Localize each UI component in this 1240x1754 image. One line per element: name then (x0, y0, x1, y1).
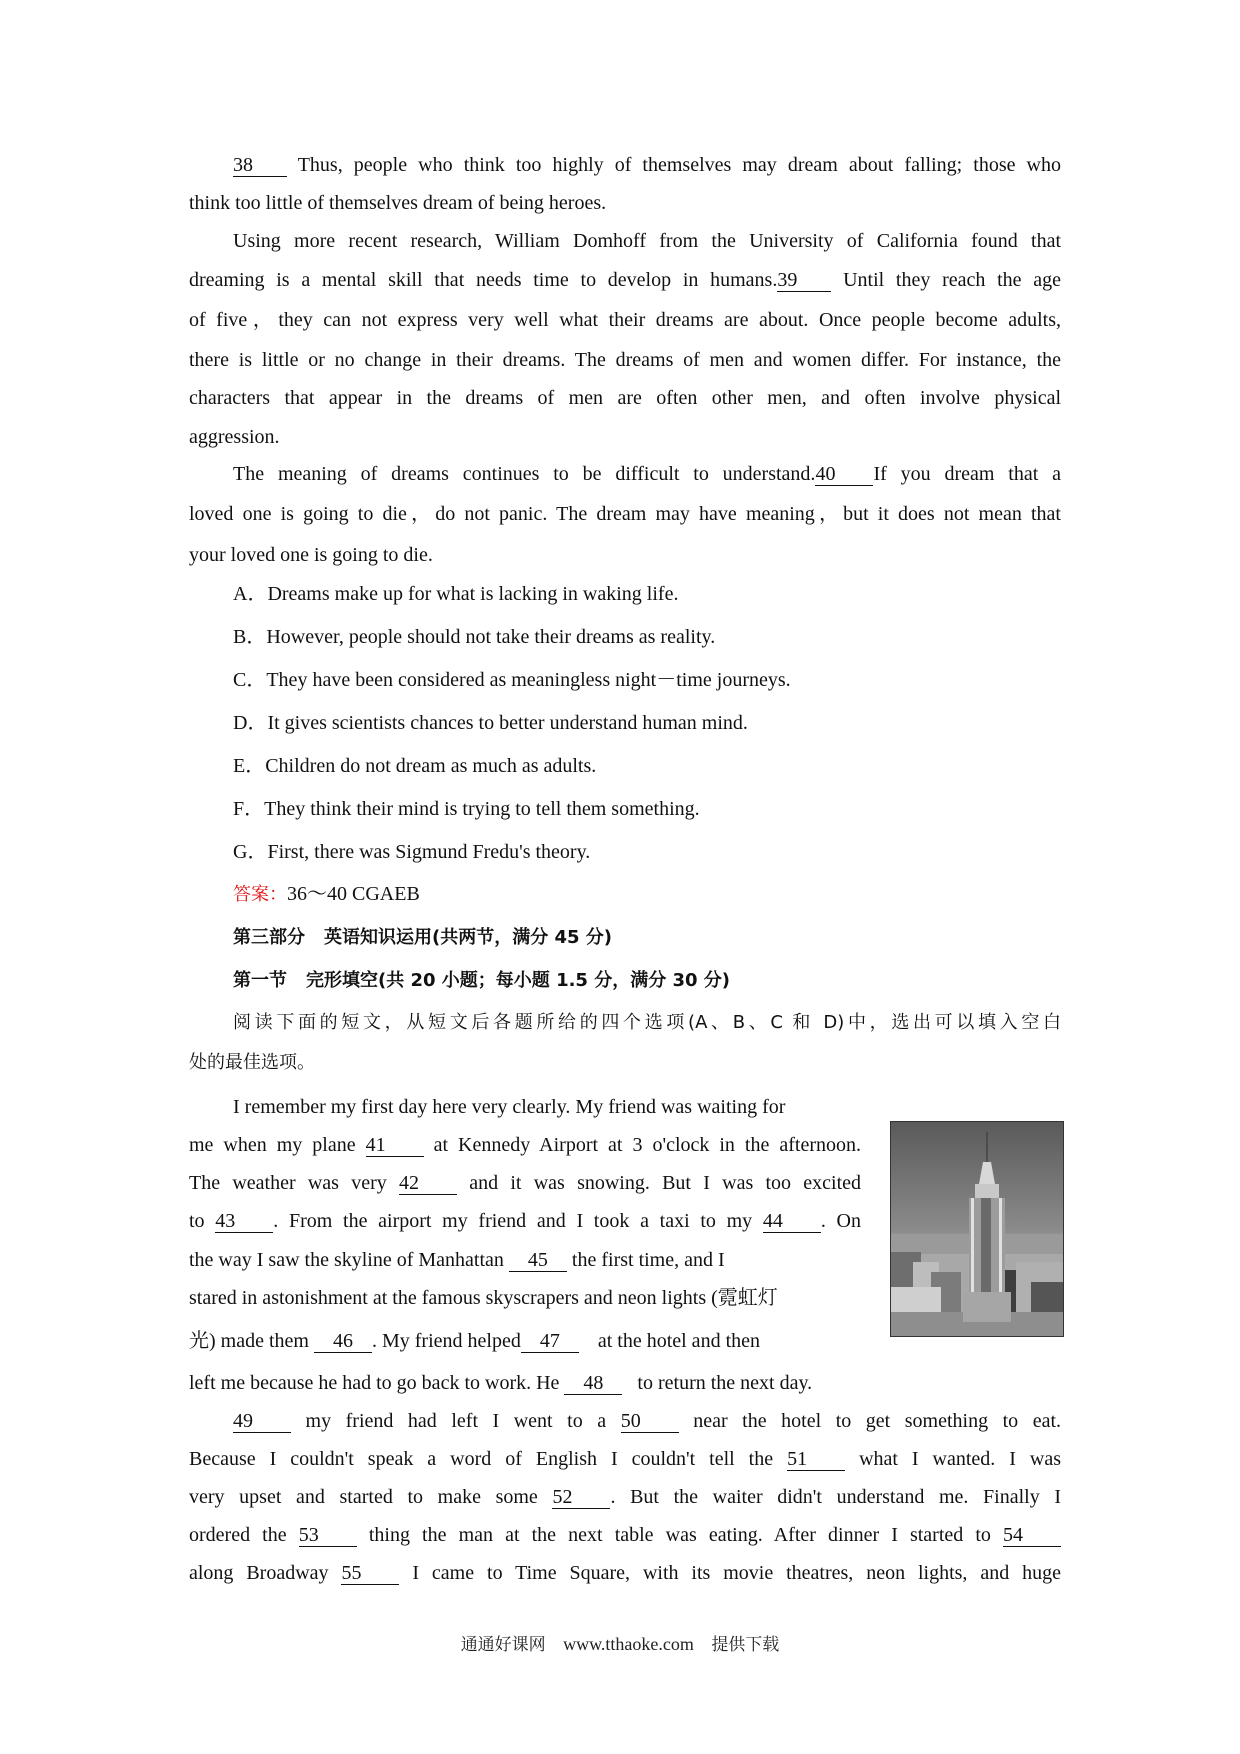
paragraph-39-line-2 (189, 266, 1061, 294)
blank-53: 53 (299, 1524, 357, 1547)
cloze-line-5 (189, 1246, 861, 1274)
option-letter: G． (233, 841, 268, 863)
option-text: It gives scientists chances to better understand human mind. (267, 712, 748, 734)
option-text: They think their mind is trying to tell them something. (264, 798, 700, 820)
cloze-line-6: stared in astonishment at the famous skyscrapers and neon lights (霓虹灯 (189, 1287, 778, 1309)
text: at the hotel and then (597, 1330, 760, 1352)
blank-43: 43 (215, 1210, 273, 1233)
blank-41: 41 (366, 1134, 424, 1157)
text: . My friend helped (371, 1330, 521, 1352)
section-1-heading (233, 966, 1061, 995)
text: very upset and started to make some (189, 1486, 538, 1508)
text: dreaming is a mental skill that needs time to develop in humans. (189, 269, 778, 291)
cloze-line-1: I remember my first day here very clearly. My friend was waiting for (233, 1096, 786, 1118)
option-g (233, 838, 1061, 866)
cloze-line-2 (189, 1131, 861, 1159)
text: . But the waiter didn't understand me. Finally I (610, 1486, 1061, 1508)
blank-48: 48 (564, 1372, 622, 1395)
blank-50: 50 (621, 1410, 679, 1433)
instructions-line-1: 阅读下面的短文，从短文后各题所给的四个选项(A、B、C 和 D)中，选出可以填入空白 (233, 1012, 1061, 1033)
paragraph-39-line-5: characters that appear in the dreams of men are often other men, and often involve physical (189, 387, 1061, 409)
blank-52: 52 (552, 1486, 610, 1509)
text: the first time, and I (571, 1249, 725, 1271)
cloze-line-8 (189, 1369, 1061, 1397)
cloze-line-13 (189, 1559, 1061, 1587)
blank-38: 38 (233, 154, 287, 177)
paragraph-39-line-6: aggression. (189, 426, 280, 448)
empire-state-building-photo (890, 1121, 1064, 1337)
instructions-line-2: 处的最佳选项。 (189, 1052, 315, 1073)
option-letter: D． (233, 712, 268, 734)
cloze-line-7 (189, 1327, 861, 1355)
footer-url[interactable]: www.tthaoke.com (563, 1634, 694, 1654)
option-text: They have been considered as meaningless night－time journeys. (266, 669, 791, 691)
text: . On (820, 1210, 862, 1232)
option-letter: E． (233, 755, 266, 777)
text: to return the next day. (637, 1372, 813, 1394)
option-b (233, 623, 1061, 651)
paragraph-40-line-3: your loved one is going to die. (189, 544, 433, 566)
blank-46: 46 (314, 1330, 372, 1353)
cloze-line-12 (189, 1521, 1061, 1549)
paragraph-38-line-1 (233, 151, 1061, 179)
text: The meaning of dreams continues to be difficult to understand. (233, 463, 816, 485)
text: along Broadway (189, 1562, 329, 1584)
text: . From the airport my friend and I took a taxi to my (273, 1210, 753, 1232)
answer-value: 36～40 CGAEB (287, 883, 420, 905)
blank-51: 51 (787, 1448, 845, 1471)
text: Thus, people who think too highly of themselves may dream about falling; those who (297, 154, 1062, 176)
option-text: Children do not dream as much as adults. (265, 755, 597, 777)
text: Because I couldn't speak a word of English I couldn't tell the (189, 1448, 774, 1470)
paragraph-38-line-2: think too little of themselves dream of being heroes. (189, 192, 607, 214)
footer-action: 提供下载 (711, 1635, 780, 1655)
answer-line (233, 880, 1061, 909)
section-1-title: 完形填空(共 20 小题；每小题 1.5 分，满分 30 分) (306, 970, 731, 991)
option-letter: B． (233, 626, 267, 648)
answer-label: 答案： (233, 884, 287, 905)
text: my friend had left I went to a (305, 1410, 607, 1432)
cloze-line-3 (189, 1169, 861, 1197)
text: near the hotel to get something to eat. (693, 1410, 1062, 1432)
option-text: Dreams make up for what is lacking in waking life. (267, 583, 679, 605)
text: Until they reach the age (843, 269, 1061, 291)
option-d (233, 709, 1061, 737)
text: left me because he had to go back to work. He (189, 1372, 560, 1394)
cloze-line-9 (233, 1407, 1061, 1435)
blank-54: 54 (1003, 1524, 1061, 1547)
option-letter: A． (233, 583, 268, 605)
option-letter: F． (233, 798, 265, 820)
option-text: First, there was Sigmund Fredu's theory. (267, 841, 591, 863)
text: to (189, 1210, 205, 1232)
text: The weather was very (189, 1172, 387, 1194)
text: I came to Time Square, with its movie theatres, neon lights, and huge (412, 1562, 1061, 1584)
blank-44: 44 (763, 1210, 821, 1233)
text: what I wanted. I was (859, 1448, 1062, 1470)
cloze-line-11 (189, 1483, 1061, 1511)
paragraph-39-line-4: there is little or no change in their dreams. The dreams of men and women differ. For instance, the (189, 349, 1061, 371)
option-letter: C． (233, 669, 267, 691)
section-3-title: 英语知识运用(共两节，满分 45 分) (324, 927, 613, 948)
footer-site-name: 通通好课网 (460, 1635, 546, 1655)
option-a (233, 580, 1061, 608)
text: at Kennedy Airport at 3 o'clock in the afternoon. (433, 1134, 861, 1156)
paragraph-40-line-1 (233, 460, 1061, 488)
blank-42: 42 (399, 1172, 457, 1195)
paragraph-40-line-2: loved one is going to die，do not panic. The dream may have meaning，but it does not mean that (189, 503, 1061, 525)
section-3-part: 第三部分 (233, 927, 305, 948)
cloze-line-10 (189, 1445, 1061, 1473)
cloze-line-4 (189, 1207, 861, 1235)
text: me when my plane (189, 1134, 356, 1156)
text: ordered the (189, 1524, 287, 1546)
blank-45: 45 (509, 1249, 567, 1272)
section-3-heading (233, 923, 1061, 952)
option-f (233, 795, 1061, 823)
blank-39: 39 (777, 269, 831, 292)
blank-49: 49 (233, 1410, 291, 1433)
text: thing the man at the next table was eating. After dinner I started to (368, 1524, 991, 1546)
option-text: However, people should not take their dreams as reality. (266, 626, 716, 648)
skyline-image (891, 1122, 1063, 1336)
footer (0, 1630, 1240, 1655)
text: 光) made them (189, 1330, 309, 1352)
text: and it was snowing. But I was too excited (469, 1172, 862, 1194)
paragraph-39-line-3: of five，they can not express very well what their dreams are about. Once people become adults, (189, 309, 1061, 331)
paragraph-39-line-1: Using more recent research, William Domhoff from the University of California found that (233, 230, 1061, 252)
section-1-part: 第一节 (233, 970, 287, 991)
blank-40: 40 (815, 463, 873, 486)
option-c (233, 666, 1061, 694)
blank-47: 47 (521, 1330, 579, 1353)
option-e (233, 752, 1061, 780)
blank-55: 55 (341, 1562, 399, 1585)
text: If you dream that a (873, 463, 1061, 485)
text: the way I saw the skyline of Manhattan (189, 1249, 504, 1271)
